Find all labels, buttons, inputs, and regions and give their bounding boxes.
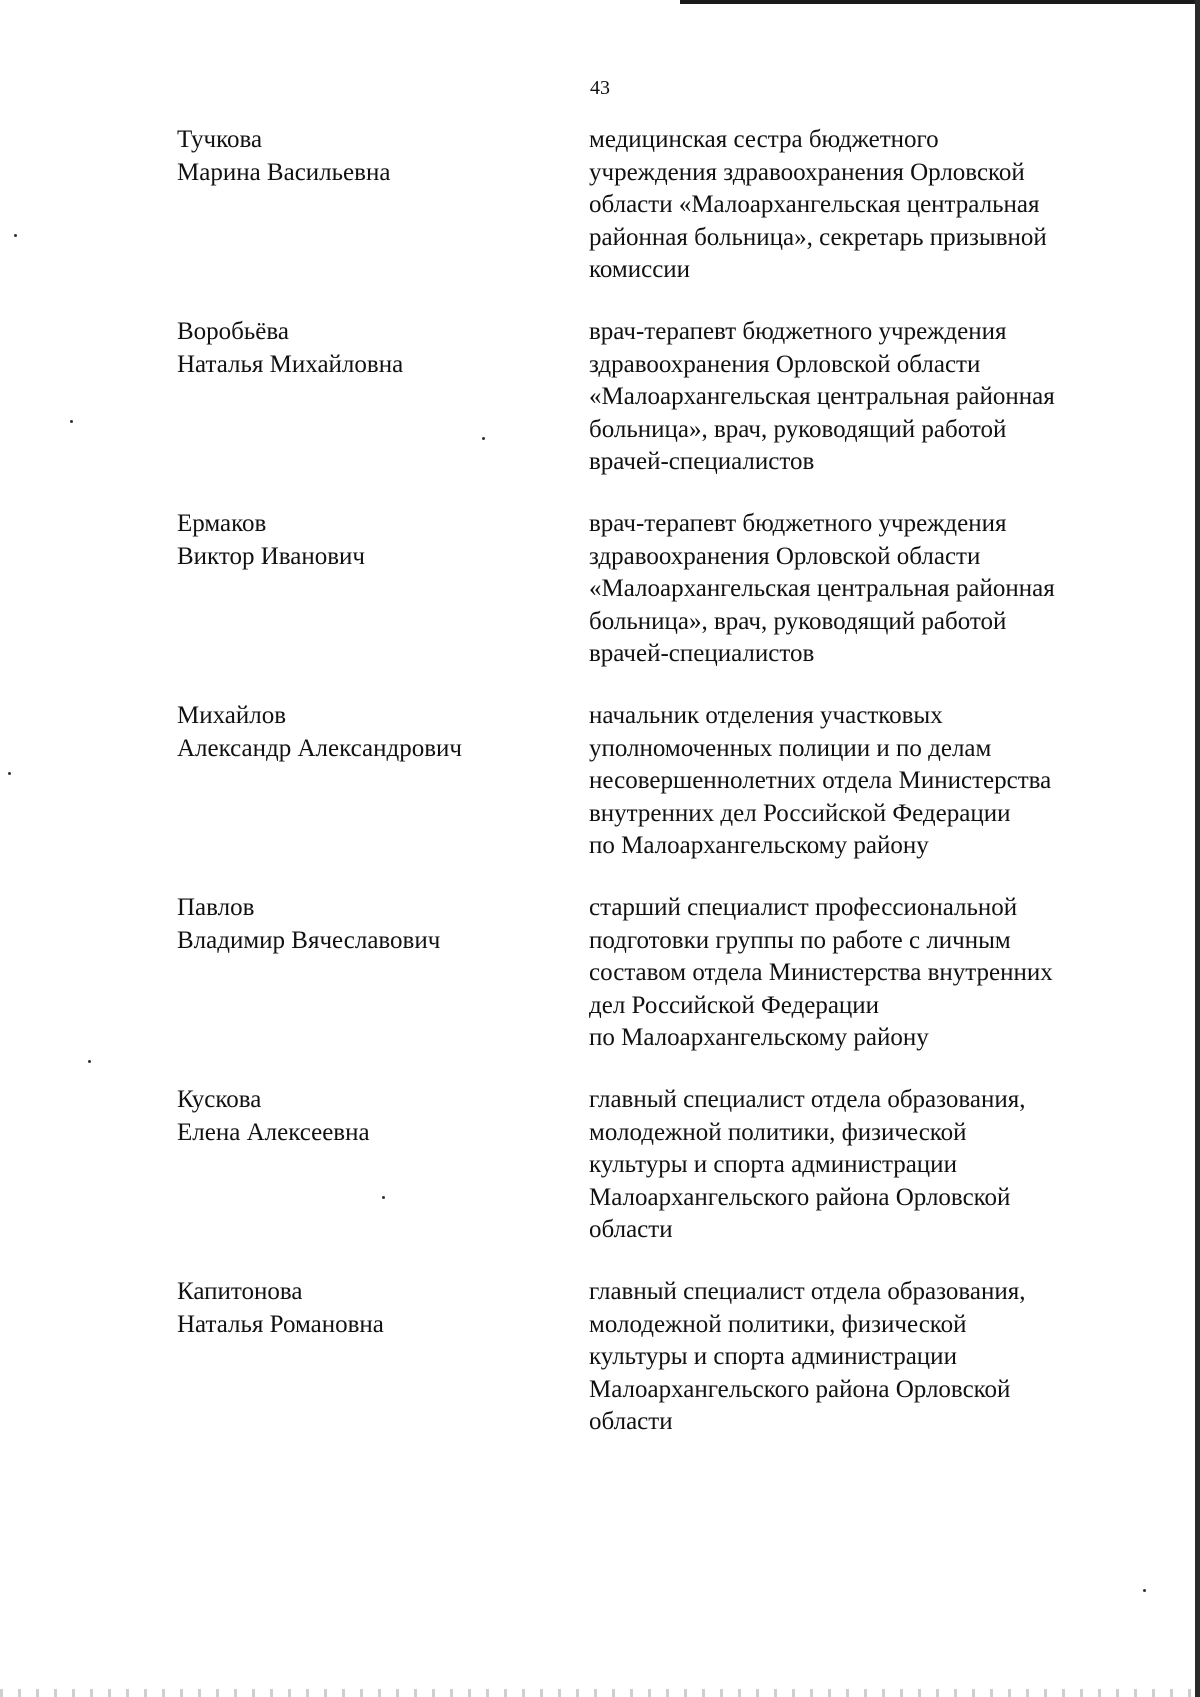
- scan-speck: [1143, 1589, 1146, 1592]
- member-name: [177, 700, 589, 892]
- member-entry: [177, 508, 1137, 700]
- scan-edge-right: [1195, 0, 1200, 1697]
- member-surname: Тучкова: [177, 126, 263, 153]
- position-line: медицинская сестра бюджетного: [589, 126, 939, 153]
- scan-speck: [70, 420, 73, 423]
- position-line: молодежной политики, физической: [589, 1118, 967, 1146]
- scan-speck: [8, 772, 11, 775]
- scan-speck: [14, 234, 17, 237]
- position-line: врач-терапевт бюджетного учреждения: [589, 510, 1007, 537]
- member-position: [589, 700, 1137, 892]
- member-given-names: Наталья Михайловна: [177, 350, 404, 378]
- position-line: молодежной политики, физической: [589, 1310, 967, 1338]
- member-given-names: Наталья Романовна: [177, 1310, 384, 1338]
- member-surname: Кускова: [177, 1086, 262, 1113]
- position-line: районная больница», секретарь призывной: [589, 223, 1047, 251]
- position-line: врачей-специалистов: [589, 448, 815, 475]
- member-given-names: Владимир Вячеславович: [177, 926, 441, 954]
- member-entry: [177, 700, 1137, 892]
- member-entry: [177, 316, 1137, 508]
- position-line: культуры и спорта администрации: [589, 1151, 957, 1178]
- member-entry: [177, 1084, 1137, 1276]
- member-entry: [177, 1276, 1137, 1468]
- position-line: главный специалист отдела образования,: [589, 1278, 1026, 1305]
- member-position: [589, 892, 1137, 1084]
- commission-member-list: [177, 124, 1137, 1468]
- position-line: «Малоархангельская центральная районная: [589, 575, 1055, 602]
- member-given-names: Марина Васильевна: [177, 158, 391, 186]
- position-line: начальник отделения участковых: [589, 702, 943, 729]
- position-line: врач-терапевт бюджетного учреждения: [589, 318, 1007, 345]
- position-line: здравоохранения Орловской области: [589, 350, 981, 378]
- member-given-names: Виктор Иванович: [177, 542, 365, 570]
- member-name: [177, 508, 589, 700]
- member-position: [589, 508, 1137, 700]
- position-line: подготовки группы по работе с личным: [589, 926, 1011, 954]
- position-line: по Малоархангельскому району: [589, 832, 929, 859]
- member-surname: Михайлов: [177, 702, 287, 729]
- position-line: составом отдела Министерства внутренних: [589, 959, 1053, 986]
- member-given-names: Александр Александрович: [177, 734, 462, 762]
- member-entry: [177, 124, 1137, 316]
- member-name: [177, 1276, 589, 1468]
- position-line: дел Российской Федерации: [589, 991, 880, 1019]
- member-surname: Воробьёва: [177, 318, 289, 345]
- member-name: [177, 892, 589, 1084]
- member-surname: Капитонова: [177, 1278, 303, 1305]
- member-given-names: Елена Алексеевна: [177, 1118, 370, 1146]
- position-line: комиссии: [589, 256, 691, 283]
- member-name: [177, 124, 589, 316]
- position-line: главный специалист отдела образования,: [589, 1086, 1026, 1113]
- position-line: старший специалист профессиональной: [589, 894, 1018, 921]
- position-line: Малоархангельского района Орловской: [589, 1183, 1011, 1211]
- position-line: Малоархангельского района Орловской: [589, 1375, 1011, 1403]
- member-position: [589, 316, 1137, 508]
- position-line: врачей-специалистов: [589, 640, 815, 667]
- position-line: области «Малоархангельская центральная: [589, 191, 1040, 218]
- member-surname: Павлов: [177, 894, 255, 921]
- position-line: «Малоархангельская центральная районная: [589, 383, 1055, 410]
- position-line: несовершеннолетних отдела Министерства: [589, 767, 1052, 794]
- member-name: [177, 316, 589, 508]
- position-line: больница», врач, руководящий работой: [589, 607, 1007, 635]
- position-line: области: [589, 1408, 673, 1435]
- position-line: культуры и спорта администрации: [589, 1343, 957, 1370]
- position-line: учреждения здравоохранения Орловской: [589, 158, 1025, 186]
- member-surname: Ермаков: [177, 510, 267, 537]
- position-line: уполномоченных полиции и по делам: [589, 734, 992, 762]
- position-line: области: [589, 1216, 673, 1243]
- scan-edge-bottom: [0, 1689, 1200, 1697]
- page-number: 43: [590, 77, 610, 99]
- member-name: [177, 1084, 589, 1276]
- member-entry: [177, 892, 1137, 1084]
- position-line: по Малоархангельскому району: [589, 1024, 929, 1051]
- member-position: [589, 1084, 1137, 1276]
- scan-speck: [88, 1060, 91, 1063]
- member-position: [589, 124, 1137, 316]
- position-line: больница», врач, руководящий работой: [589, 415, 1007, 443]
- position-line: здравоохранения Орловской области: [589, 542, 981, 570]
- member-position: [589, 1276, 1137, 1468]
- scan-edge-top: [680, 0, 1200, 4]
- position-line: внутренних дел Российской Федерации: [589, 799, 1011, 827]
